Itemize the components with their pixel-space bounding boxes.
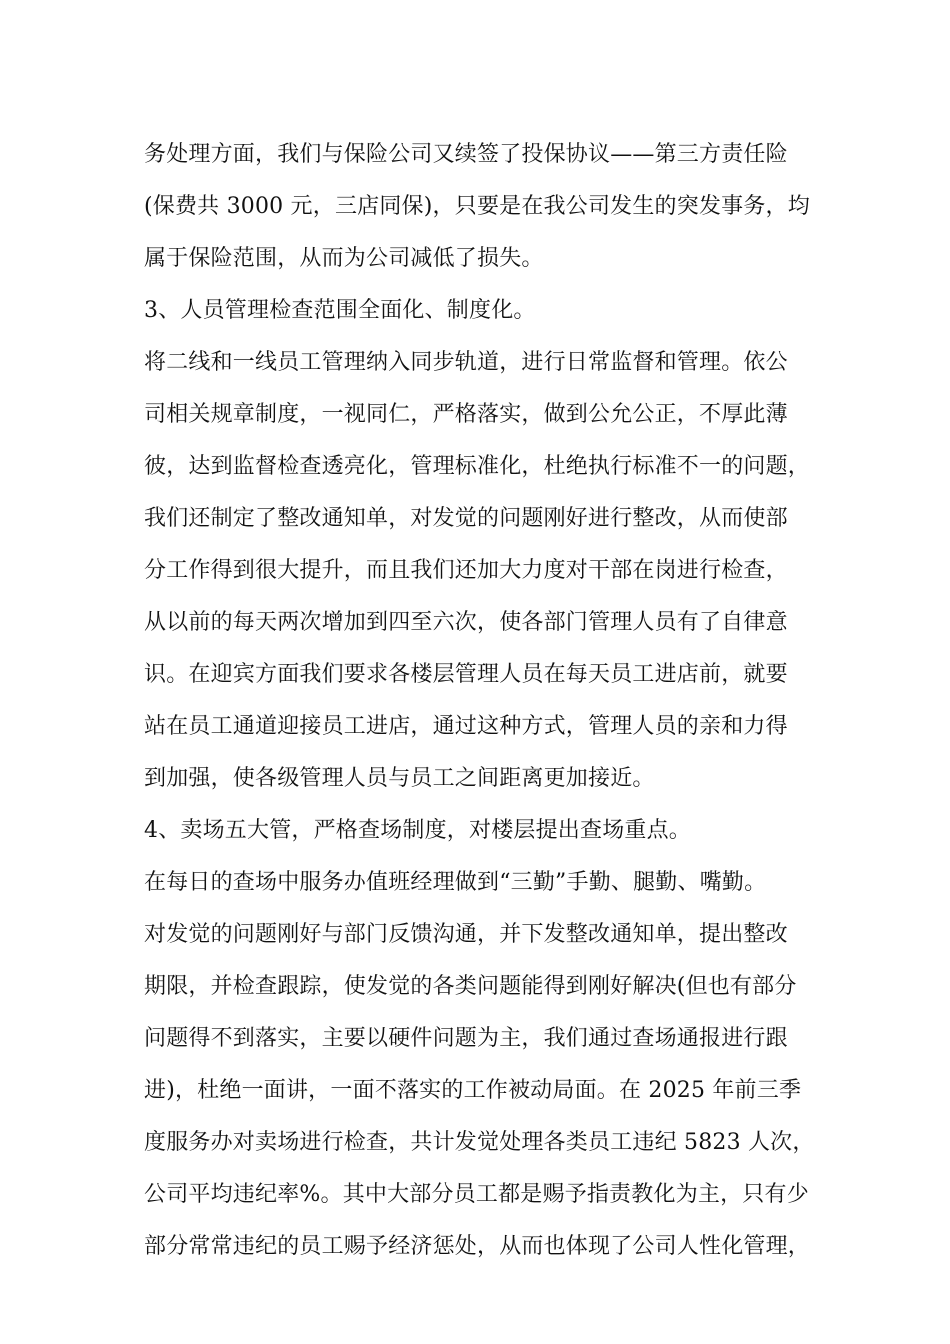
text-line: 务处理方面，我们与保险公司又续签了投保协议——第三方责任险 — [144, 142, 788, 167]
text-line: 我们还制定了整改通知单，对发觉的问题刚好进行整改，从而使部 — [144, 506, 788, 531]
text-line: 到加强，使各级管理人员与员工之间距离更加接近。 — [144, 766, 655, 791]
text-line: 进)，杜绝一面讲，一面不落实的工作被动局面。在 2025 年前三季 — [144, 1078, 802, 1103]
text-line: 识。在迎宾方面我们要求各楼层管理人员在每天员工进店前，就要 — [144, 662, 788, 687]
text-line: 问题得不到落实，主要以硬件问题为主，我们通过查场通报进行跟 — [144, 1026, 788, 1051]
section-heading-3: 3、人员管理检查范围全面化、制度化。 — [144, 298, 536, 323]
section-heading-4: 4、卖场五大管，严格查场制度，对楼层提出查场重点。 — [144, 818, 691, 843]
text-line: 公司平均违纪率%。其中大部分员工都是赐予指责教化为主，只有少 — [144, 1182, 809, 1207]
text-line: 站在员工通道迎接员工进店，通过这种方式，管理人员的亲和力得 — [144, 714, 788, 739]
text-line: 司相关规章制度，一视同仁，严格落实，做到公允公正，不厚此薄 — [144, 402, 788, 427]
text-line: 度服务办对卖场进行检查，共计发觉处理各类员工违纪 5823 人次， — [144, 1130, 815, 1155]
text-line: 部分常常违纪的员工赐予经济惩处，从而也体现了公司人性化管理， — [144, 1234, 811, 1259]
text-line: 从以前的每天两次增加到四至六次，使各部门管理人员有了自律意 — [144, 610, 788, 635]
text-line: 彼，达到监督检查透亮化，管理标准化，杜绝执行标准不一的问题， — [144, 454, 811, 479]
body-text — [144, 129, 824, 1273]
text-line: 对发觉的问题刚好与部门反馈沟通，并下发整改通知单，提出整改 — [144, 922, 788, 947]
text-line: 属于保险范围，从而为公司减低了损失。 — [144, 246, 544, 271]
text-line: (保费共 3000 元，三店同保)，只要是在我公司发生的突发事务，均 — [144, 194, 810, 219]
text-line: 分工作得到很大提升，而且我们还加大力度对干部在岗进行检查， — [144, 558, 788, 583]
text-line: 将二线和一线员工管理纳入同步轨道，进行日常监督和管理。依公 — [144, 350, 788, 375]
text-line: 期限，并检查跟踪，使发觉的各类问题能得到刚好解决(但也有部分 — [144, 974, 797, 999]
text-line: 在每日的查场中服务办值班经理做到“三勤”手勤、腿勤、嘴勤。 — [144, 870, 767, 895]
